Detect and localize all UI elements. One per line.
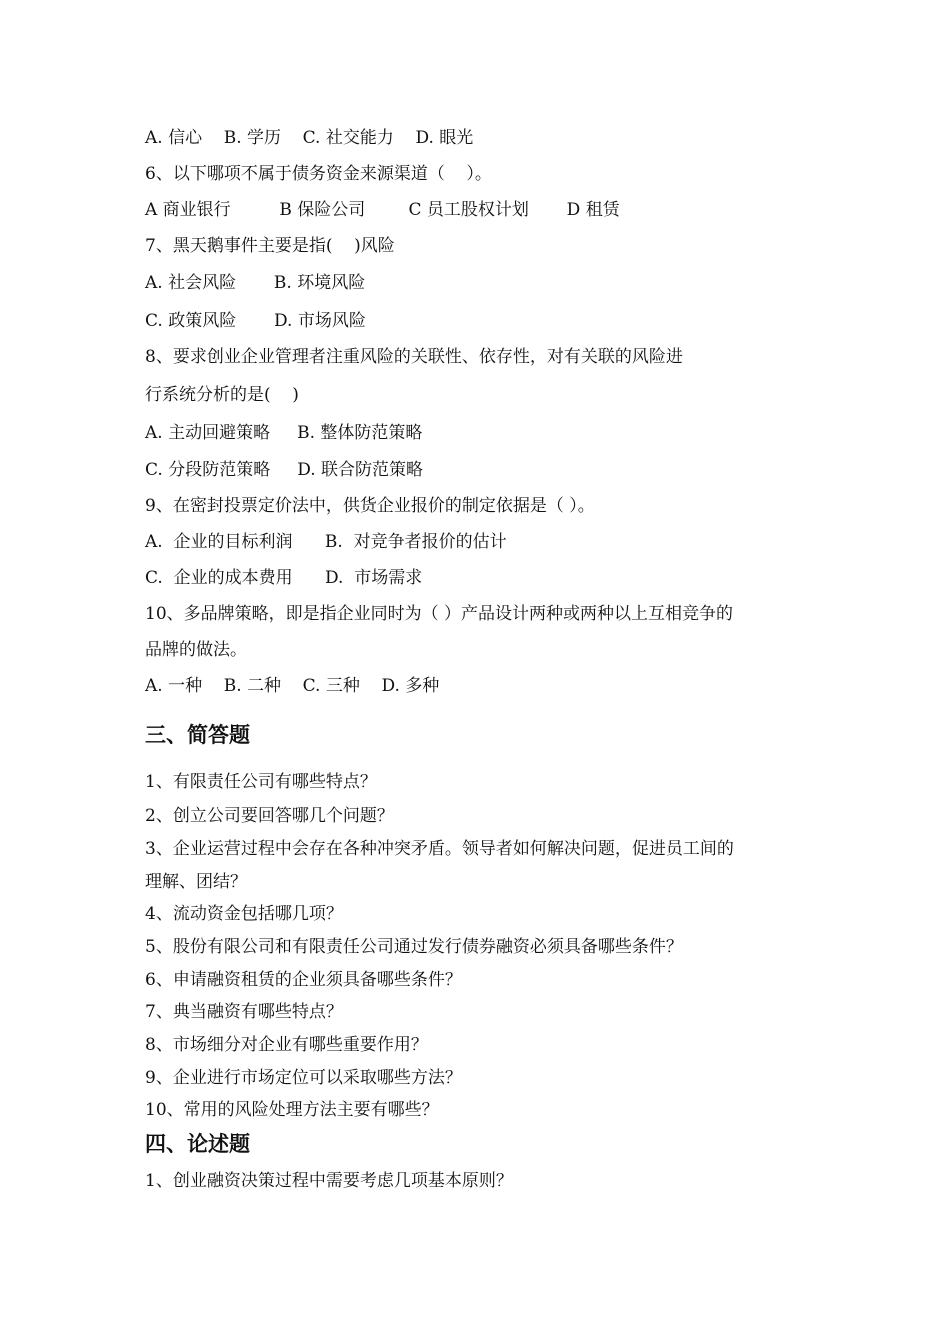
q7-question: 7、黑天鹅事件主要是指( )风险: [145, 236, 395, 256]
section3-item-5: 5、股份有限公司和有限责任公司通过发行债券融资必须具备哪些条件？: [145, 937, 683, 957]
section3-item-7: 7、典当融资有哪些特点？: [145, 1002, 343, 1022]
section4-item-1: 1、创业融资决策过程中需要考虑几项基本原则？: [145, 1171, 513, 1191]
q10-options: A. 一种 B. 二种 C. 三种 D. 多种: [145, 676, 440, 696]
q8-question-2: 行系统分析的是( ): [145, 385, 299, 405]
section3-item-3-cont: 理解、团结？: [145, 872, 247, 892]
q6-question: 6、以下哪项不属于债务资金来源渠道（ ）。: [145, 164, 492, 184]
q7-options-2: C. 政策风险 D. 市场风险: [145, 311, 366, 331]
section3-item-9: 9、企业进行市场定位可以采取哪些方法？: [145, 1068, 462, 1088]
section3-item-2: 2、创立公司要回答哪几个问题？: [145, 806, 394, 826]
q8-question-1: 8、要求创业企业管理者注重风险的关联性、依存性，对有关联的风险进: [145, 347, 683, 367]
section3-item-3: 3、企业运营过程中会存在各种冲突矛盾。领导者如何解决问题，促进员工间的: [145, 839, 734, 859]
section4-title: 四、论述题: [145, 1132, 250, 1156]
q8-options-2: C. 分段防范策略 D. 联合防范策略: [145, 460, 424, 480]
q8-options-1: A. 主动回避策略 B. 整体防范策略: [145, 423, 423, 443]
q10-question-2: 品牌的做法。: [145, 640, 247, 660]
q9-options-2: C. 企业的成本费用 D. 市场需求: [145, 568, 423, 588]
section3-item-1: 1、有限责任公司有哪些特点？: [145, 772, 377, 792]
q5-options: A. 信心 B. 学历 C. 社交能力 D. 眼光: [145, 128, 474, 148]
q6-options: A 商业银行 B 保险公司 C 员工股权计划 D 租赁: [145, 200, 620, 220]
q7-options-1: A. 社会风险 B. 环境风险: [145, 273, 366, 293]
section3-title: 三、简答题: [145, 723, 250, 747]
section3-item-4: 4、流动资金包括哪几项？: [145, 904, 343, 924]
section3-item-6: 6、申请融资租赁的企业须具备哪些条件？: [145, 970, 462, 990]
q9-options-1: A. 企业的目标利润 B. 对竞争者报价的估计: [145, 532, 507, 552]
section3-item-8: 8、市场细分对企业有哪些重要作用？: [145, 1035, 428, 1055]
q9-question: 9、在密封投票定价法中，供货企业报价的制定依据是（ ）。: [145, 496, 595, 516]
q10-question-1: 10、多品牌策略，即是指企业同时为（ ）产品设计两种或两种以上互相竞争的: [145, 604, 734, 624]
section3-item-10: 10、常用的风险处理方法主要有哪些？: [145, 1100, 439, 1120]
